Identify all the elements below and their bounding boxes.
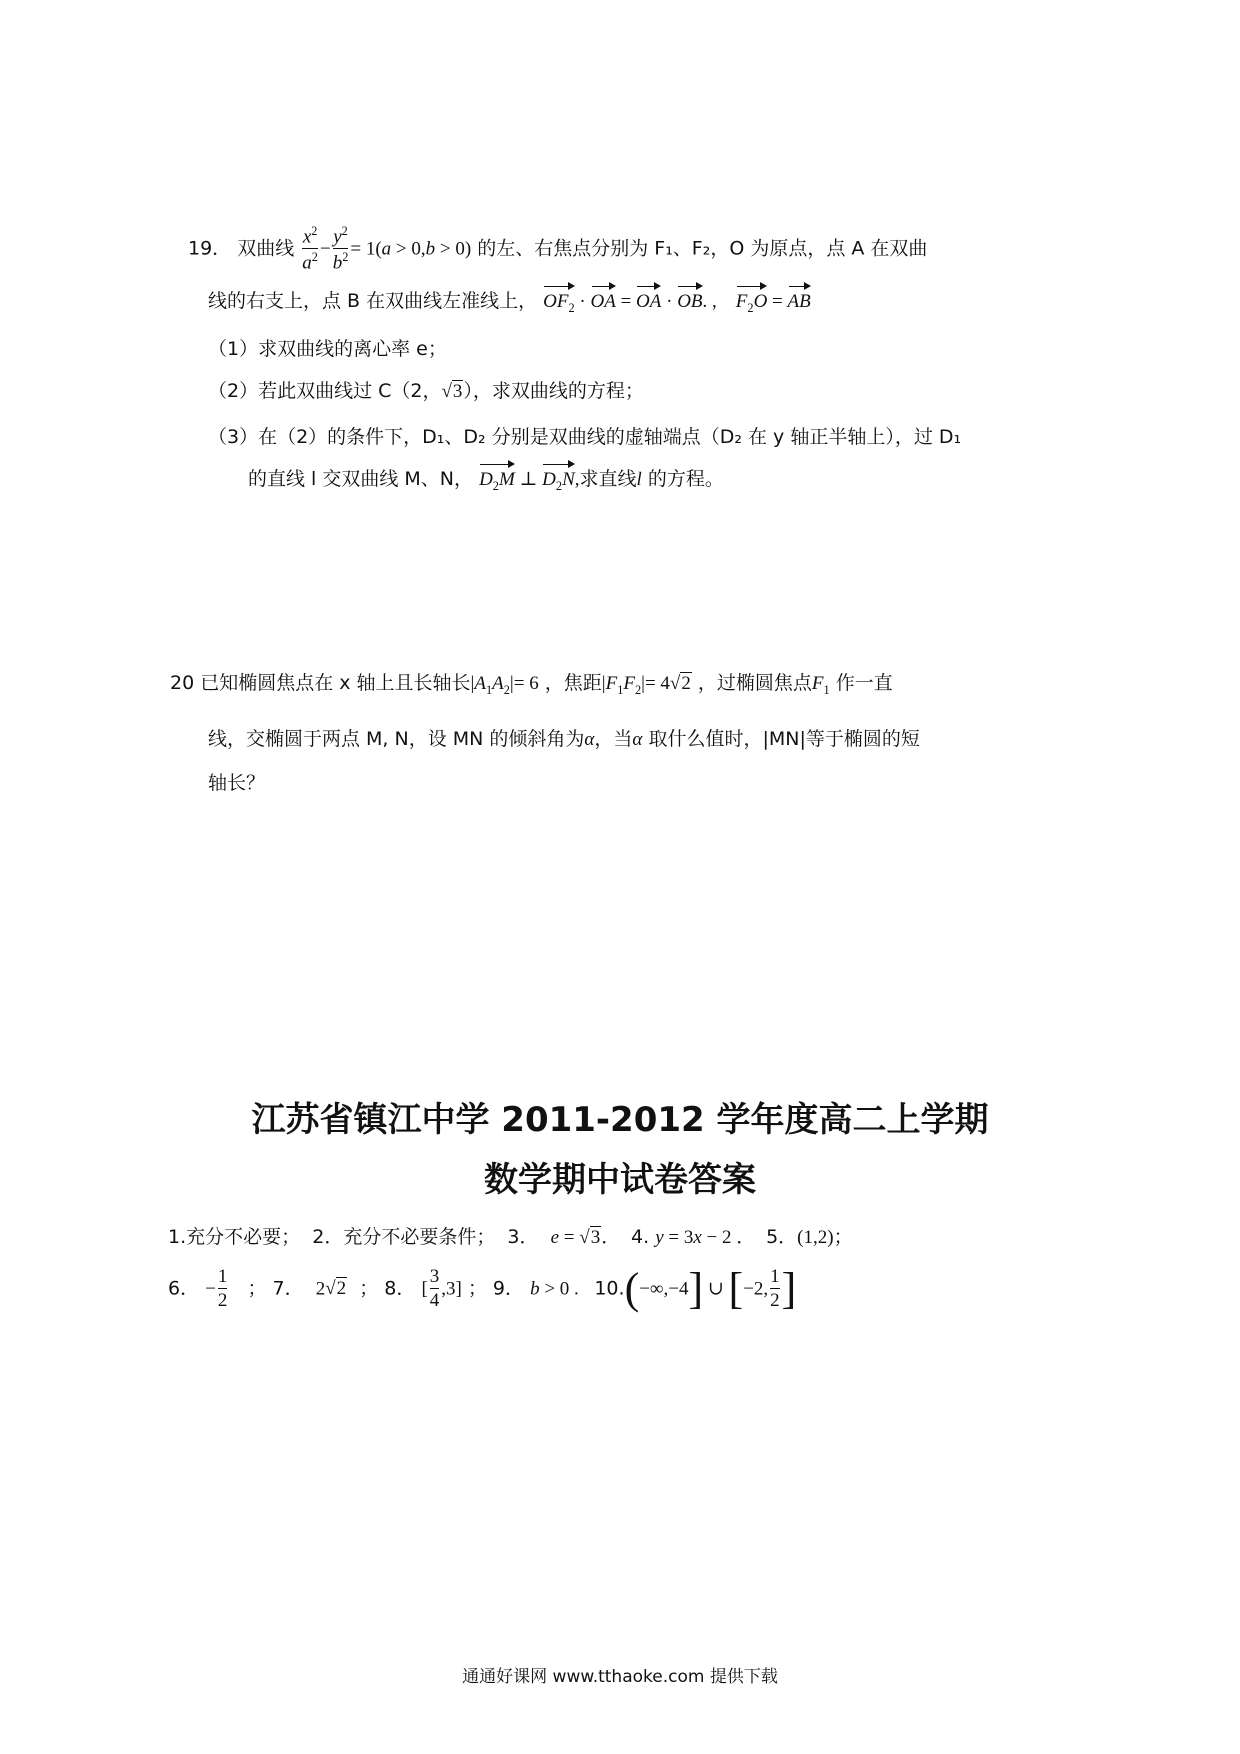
vector-condition: $OF_2$ · OA = OA · OB. , $F_2O$ = AB	[543, 290, 811, 312]
question-number: 19．	[188, 237, 232, 260]
question-20-line-1: 20 已知椭圆焦点在 x 轴上且长轴长$|A_1A_2|= 6$ ，焦距$|F_1F_2|= 4√2$ ，过椭圆焦点$F_1$ 作一直	[170, 672, 893, 697]
question-19-part-2: （2）若此双曲线过 C（2，√3），求双曲线的方程；	[208, 380, 644, 402]
question-19-line-2: 线的右支上，点 B 在双曲线左准线上， $OF_2$ · OA = OA · OB. , $F_2O$ = AB	[208, 282, 811, 316]
question-19-line-1: 19． 双曲线 $\frac{x^2}{a^2}$ − $\frac{y^2}{b^2}$ = 1(a > 0,b > 0) 的左、右焦点分别为 F₁、F₂，O 为原点，点 A 在双曲	[188, 224, 928, 274]
footer-text: 通通好课网 www.tthaoke.com 提供下载	[462, 1667, 778, 1687]
answers-line-1: 1.充分不必要； 2．充分不必要条件； 3． e = √3． 4. y = 3x − 2 ． 5．(1,2)；	[168, 1226, 853, 1248]
answers-line-2: 6． − $\frac{1}{2}$ ； 7． 2√2 ； 8． [ $\frac{3}{4}$ ,3] ； 9． b > 0 . 10.(−∞,−4] ∪ [−2, $\frac{1}{2}$ ]	[168, 1263, 797, 1313]
fraction-x2-a2: $\frac{x^2}{a^2}$	[302, 224, 318, 274]
question-20-line-2: 线，交椭圆于两点 M, N，设 MN 的倾斜角为α，当α 取什么值时，|MN|等于椭圆的短	[208, 728, 920, 750]
sqrt-3: √3	[441, 381, 463, 402]
fraction-1-2: $\frac{1}{2}$	[217, 1266, 228, 1311]
answers-title-line-1: 江苏省镇江中学 2011-2012 学年度高二上学期	[251, 1100, 989, 1140]
question-19-part-3-line-2: 的直线 l 交双曲线 M、N， $D_2M$ ⊥ $D_2N$,求直线l 的方程。	[248, 460, 724, 494]
question-20-line-3: 轴长？	[208, 772, 266, 794]
question-19-part-1: （1）求双曲线的离心率 e；	[208, 338, 447, 360]
question-19-part-3-line-1: （3）在（2）的条件下，D₁、D₂ 分别是双曲线的虚轴端点（D₂ 在 y 轴正半轴上），过 D₁	[208, 426, 962, 448]
answers-title-line-2: 数学期中试卷答案	[484, 1160, 756, 1200]
fraction-y2-b2: $\frac{y^2}{b^2}$	[332, 224, 349, 274]
